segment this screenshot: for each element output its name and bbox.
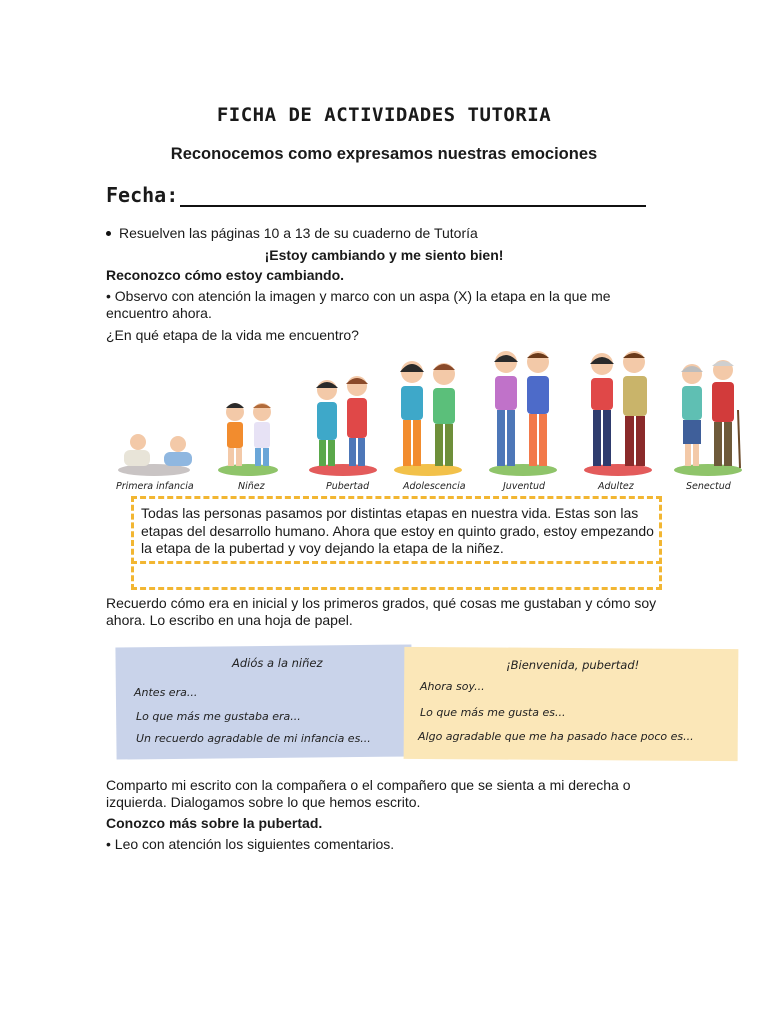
stage-senectud[interactable] bbox=[674, 360, 742, 476]
card-left-line-2: Lo que más me gustaba era... bbox=[136, 710, 301, 723]
life-stages-illustration bbox=[108, 350, 742, 500]
life-stages-svg bbox=[108, 350, 742, 500]
stage-label-adultez: Adultez bbox=[598, 481, 634, 492]
card-left-line-1: Antes era... bbox=[134, 686, 198, 699]
info-box-text: Todas las personas pasamos por distintas etapas en nuestra vida. Estas son las etapas del desarrollo humano. Ahora que estoy en quinto grado, estoy empezando la etapa de la pubertad y voy dejando la etapa de la niñez. bbox=[141, 505, 654, 556]
share-paragraph: Comparto mi escrito con la compañera o el compañero que se sienta a mi derecha o izquierda. Dialogamos sobre lo que hemos escrito. bbox=[106, 777, 631, 810]
stage-label-juventud: Juventud bbox=[503, 481, 546, 492]
stage-question: ¿En qué etapa de la vida me encuentro? bbox=[106, 327, 359, 343]
remember-paragraph: Recuerdo cómo era en inicial y los primeros grados, qué cosas me gustaban y cómo soy ahora. Lo escribo en una hoja de papel. bbox=[106, 595, 657, 628]
card-right-line-3: Algo agradable que me ha pasado hace poco es... bbox=[418, 730, 694, 743]
date-blank-line[interactable] bbox=[180, 205, 646, 207]
stage-label-ninez: Niñez bbox=[238, 481, 265, 492]
stage-primera-infancia[interactable] bbox=[118, 434, 192, 476]
read-paragraph: • Leo con atención los siguientes comentarios. bbox=[106, 836, 395, 852]
card-right-line-2: Lo que más me gusta es... bbox=[420, 706, 566, 719]
info-box-divider bbox=[131, 561, 662, 564]
card-right-title: ¡Bienvenida, pubertad! bbox=[506, 658, 640, 672]
subheading-reconozco: Reconozco cómo estoy cambiando. bbox=[106, 267, 345, 283]
stage-label-pubertad: Pubertad bbox=[326, 481, 370, 492]
observe-paragraph: • Observo con atención la imagen y marco con un aspa (X) la etapa en la que me encuentro ahora. bbox=[106, 288, 611, 321]
stage-label-senectud: Senectud bbox=[686, 481, 731, 492]
writing-cards bbox=[106, 634, 742, 766]
page-title: FICHA DE ACTIVIDADES TUTORIA bbox=[216, 104, 552, 126]
instruction-item bbox=[106, 225, 478, 242]
page-subtitle: Reconocemos como expresamos nuestras emociones bbox=[170, 145, 598, 163]
bullet-icon bbox=[106, 231, 111, 236]
stage-adultez[interactable] bbox=[584, 351, 652, 476]
date-label: Fecha: bbox=[106, 183, 179, 207]
stage-juventud[interactable] bbox=[489, 351, 557, 476]
stage-ninez[interactable] bbox=[218, 403, 278, 476]
subheading-pubertad: Conozco más sobre la pubertad. bbox=[106, 815, 323, 831]
card-left-line-3: Un recuerdo agradable de mi infancia es... bbox=[136, 732, 371, 745]
stage-pubertad[interactable] bbox=[309, 376, 377, 476]
stage-label-primera-infancia: Primera infancia bbox=[116, 481, 194, 492]
card-left-title: Adiós a la niñez bbox=[232, 656, 323, 670]
instruction-text: Resuelven las páginas 10 a 13 de su cuaderno de Tutoría bbox=[119, 225, 478, 241]
section-heading: ¡Estoy cambiando y me siento bien! bbox=[264, 247, 504, 263]
stage-adolescencia[interactable] bbox=[394, 361, 462, 476]
card-right-line-1: Ahora soy... bbox=[420, 680, 485, 693]
stage-label-adolescencia: Adolescencia bbox=[403, 481, 466, 492]
